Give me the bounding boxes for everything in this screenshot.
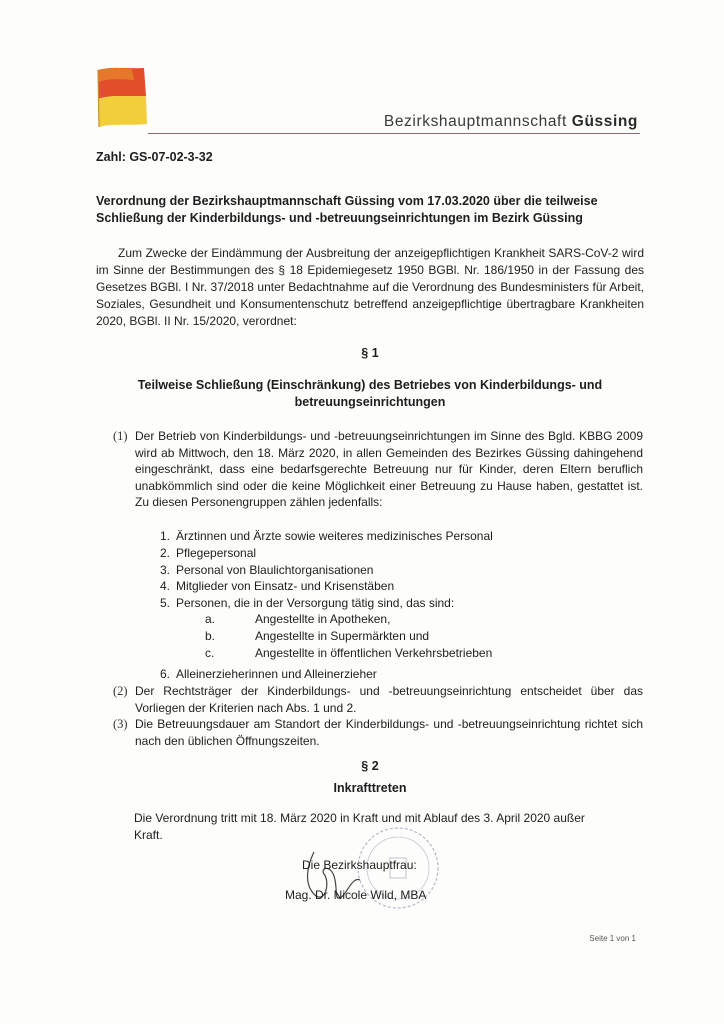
ordinance-title: Verordnung der Bezirkshauptmannschaft Güssing vom 17.03.2020 über die teilweise Schließung der Kinderbildungs- und -betreuungseinrichtungen im Bezirk Güssing <box>96 194 598 225</box>
reference-number: Zahl: GS-07-02-3-32 <box>96 150 213 164</box>
paragraph-2-number: (2) <box>113 684 128 698</box>
section-2-text: Die Verordnung tritt mit 18. März 2020 in Kraft und mit Ablauf des 3. April 2020 außer Kraft. <box>134 811 585 842</box>
burgenland-flag-logo <box>92 66 148 128</box>
paragraph-2-text: Der Rechtsträger der Kinderbildungs- und -betreuungseinrichtung entscheidet über das Vorliegen der Kriterien nach Abs. 1 und 2. <box>135 684 643 715</box>
section-2-heading: Inkrafttreten <box>333 781 407 795</box>
signatory-name: Mag. Dr. Nicole Wild, MBA <box>285 888 427 902</box>
paragraph-3-text: Die Betreuungsdauer am Standort der Kinderbildungs- und -betreuungseinrichtung richtet sich nach den üblichen Öffnungszeiten. <box>135 717 643 748</box>
section-1-heading: Teilweise Schließung (Einschränkung) des Betriebes von Kinderbildungs- und betreuungseinrichtungen <box>137 378 603 409</box>
section-2-number: § 2 <box>361 759 379 773</box>
paragraph-1-number: (1) <box>113 429 128 443</box>
agency-name: Bezirkshauptmannschaft Güssing <box>383 113 638 130</box>
preamble-paragraph: Zum Zwecke der Eindämmung der Ausbreitung der anzeigepflichtigen Krankheit SARS-CoV-2 wird im Sinne der Bestimmungen des § 18 Epidemiegesetz 1950 BGBl. Nr. 186/1950 in der Fassung des Gesetzes BGBl. I Nr. 37/2018 unter Bedachtnahme auf die Verordnung des Bundesministers für Arbeit, Soziales, Gesundheit und Konsumentenschutz betreffend anzeigepflichtige übertragbare Krankheiten 2020, BGBl. II Nr. 15/2020, verordnet: <box>96 246 644 328</box>
paragraph-1-text: Der Betrieb von Kinderbildungs- und -betreuungseinrichtungen im Sinne des Bgld. KBBG 2009 wird ab Mittwoch, den 18. März 2020, in allen Gemeinden des Bezirkes Güssing dahingehend eingeschränkt, dass eine bedarfsgerechte Betreuung nur für Kinder, deren Eltern beruflich unabkömmlich sind oder die keine Möglichkeit einer Betreuung zu Hause haben, gestattet ist. Zu diesen Personengruppen zählen jedenfalls: <box>135 429 643 509</box>
paragraph-3-number: (3) <box>113 717 128 731</box>
page-number: Seite 1 von 1 <box>589 934 636 943</box>
document-page: Bezirkshauptmannschaft Güssing Zahl: GS-07-02-3-32 Verordnung der Bezirkshauptmannschaft Güssing vom 17.03.2020 über die teilweise Schließung der Kinderbildungs- und -betreuungseinrichtungen im Bezirk Güssing Zum Zwecke der Eindämmung der Ausbreitung der anzeigepflichtigen Krankheit SARS-CoV-2 wird im Sinne der Bestimmungen des § 18 Epidemiegesetz 1950 BGBl. Nr. 186/1950 in der Fassung des Gesetzes BGBl. I Nr. 37/2018 unter Bedachtnahme auf die Verordnung des Bundesministers für Arbeit, Soziales, Gesundheit und Konsumentenschutz betreffend anzeigepflichtige übertragbare Krankheiten 2020, BGBl. II Nr. 15/2020, verordnet: § 1 Teilweise Schließung (Einschränkung) des Betriebes von Kinderbildungs- und betreuungseinrichtungen (1) Der Betrieb von Kinderbildungs- und -betreuungseinrichtungen im Sinne des Bgld. KBBG 2009 wird ab Mittwoch, den 18. März 2020, in allen Gemeinden des Bezirkes Güssing dahingehend eingeschränkt, dass eine bedarfsgerechte Betreuung nur für Kinder, deren Eltern beruflich unabkömmlich sind oder die keine Möglichkeit einer Betreuung zu Hause haben, gestattet ist. Zu diesen Personengruppen zählen jedenfalls: 1. Ärztinnen und Ärzte sowie weiteres medizinisches Personal 2. Pflegepersonal 3. Personal von Blaulichtorganisationen 4. Mitglieder von Einsatz- und Krisenstäben 5. Personen, die in der Versorgung tätig sind, das sind: a. Angestellte in Apotheken, b. Angestellte in Supermärkten und c. Angestellte in öffentlichen Verkehrsbetrieben 6. Alleinerzieherinnen und Alleinerzieher (2) Der Rechtsträger der Kinderbildungs- und -betreuungseinrichtung entscheidet über das Vorliegen der Kriterien nach Abs. 1 und 2. (3) Die Betreuungsdauer am Standort der Kinderbildungs- und -betreuungseinrichtung richtet sich nach den üblichen Öffnungszeiten. § 2 Inkrafttreten Die Verordnung tritt mit 18. März 2020 in Kraft und mit Ablauf des 3. April 2020 außer Kraft. Die Bezirkshauptfrau: Mag. Dr. Nicole Wild, MBA Seite 1 von 1 <box>0 0 724 1024</box>
header-divider <box>148 133 640 134</box>
signatory-title: Die Bezirkshauptfrau: <box>302 858 417 872</box>
section-1-number: § 1 <box>361 346 379 360</box>
